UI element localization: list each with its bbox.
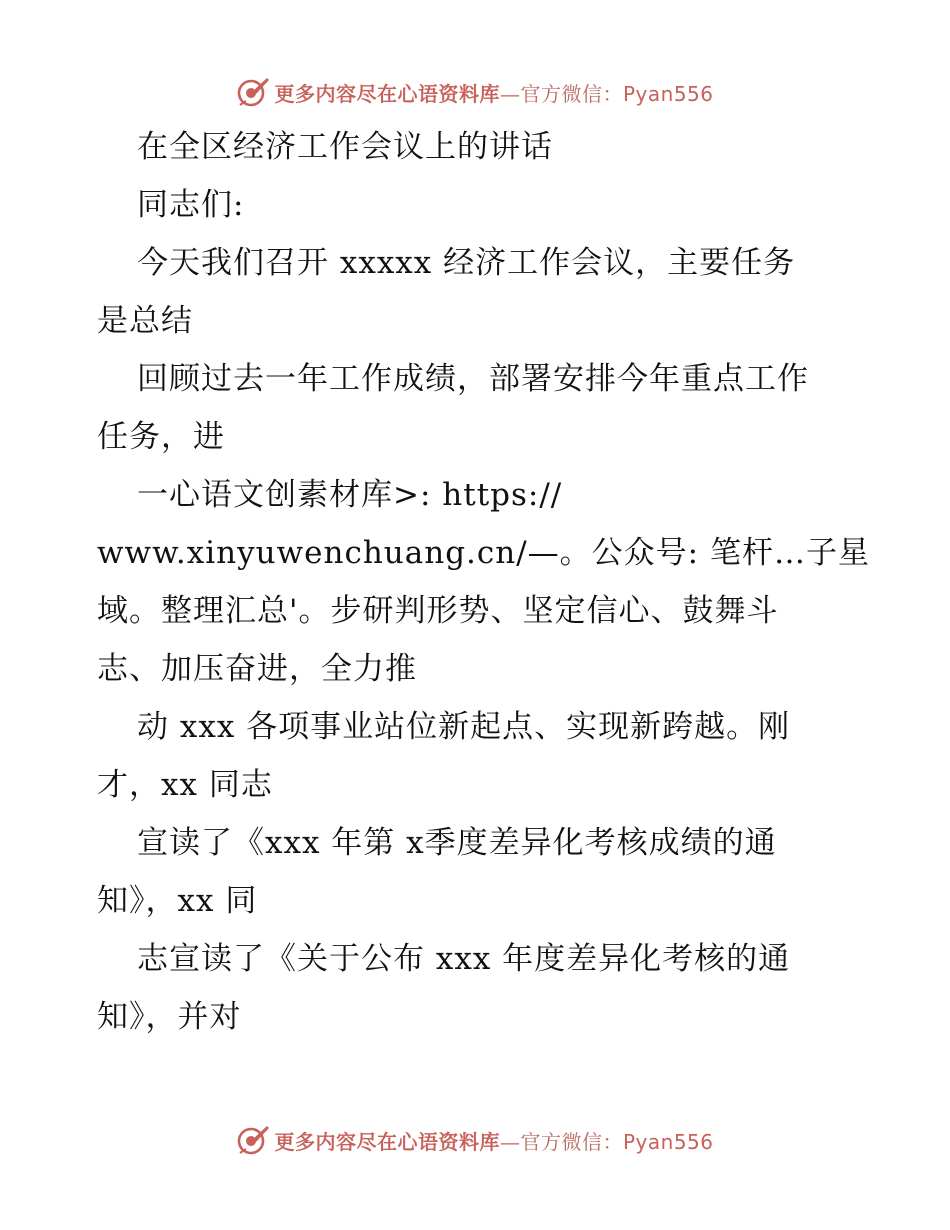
header-wechat-label: 官方微信： <box>520 81 623 106</box>
text-line: 志、加压奋进，全力推 <box>97 651 417 687</box>
footer-wechat-id: Pyan556 <box>622 1129 714 1154</box>
text-line: 宣读了《xxx 年第 x季度差异化考核成绩的通 <box>137 825 777 861</box>
quill-seal-icon <box>236 1123 270 1157</box>
text-line: 域。整理汇总'。步研判形势、坚定信心、鼓舞斗 <box>97 593 779 629</box>
footer-brand-text: 更多内容尽在心语资料库 <box>274 1129 500 1154</box>
footer-watermark-banner <box>0 1120 950 1160</box>
text-line: 今天我们召开 xxxxx 经济工作会议，主要任务 <box>137 245 796 281</box>
text-line: 志宣读了《关于公布 xxx 年度差异化考核的通 <box>137 941 791 977</box>
footer-banner-text <box>274 1126 713 1155</box>
text-line: 回顾过去一年工作成绩，部署安排今年重点工作 <box>137 361 809 397</box>
footer-separator: — <box>499 1129 521 1154</box>
quill-seal-icon <box>236 75 270 109</box>
salutation: 同志们: <box>137 187 245 223</box>
text-line: 知》，并对 <box>97 999 242 1035</box>
text-line: 知》，xx 同 <box>97 883 258 919</box>
text-line: 是总结 <box>97 303 193 339</box>
document-body <box>97 118 870 1046</box>
header-watermark-banner <box>0 72 950 112</box>
header-wechat-id: Pyan556 <box>622 81 714 106</box>
header-separator: — <box>499 81 521 106</box>
footer-wechat-label: 官方微信： <box>520 1129 623 1154</box>
text-line: 任务，进 <box>97 419 225 455</box>
text-line: 动 xxx 各项事业站位新起点、实现新跨越。刚 <box>137 709 791 745</box>
text-line: www.xinyuwenchuang.cn/—。公众号: 笔杆…子星 <box>97 535 870 571</box>
text-line: 一心语文创素材库>: https:// <box>137 477 563 513</box>
document-title: 在全区经济工作会议上的讲话 <box>137 129 553 165</box>
header-banner-text <box>274 78 713 107</box>
text-line: 才，xx 同志 <box>97 767 273 803</box>
header-brand-text: 更多内容尽在心语资料库 <box>274 81 500 106</box>
